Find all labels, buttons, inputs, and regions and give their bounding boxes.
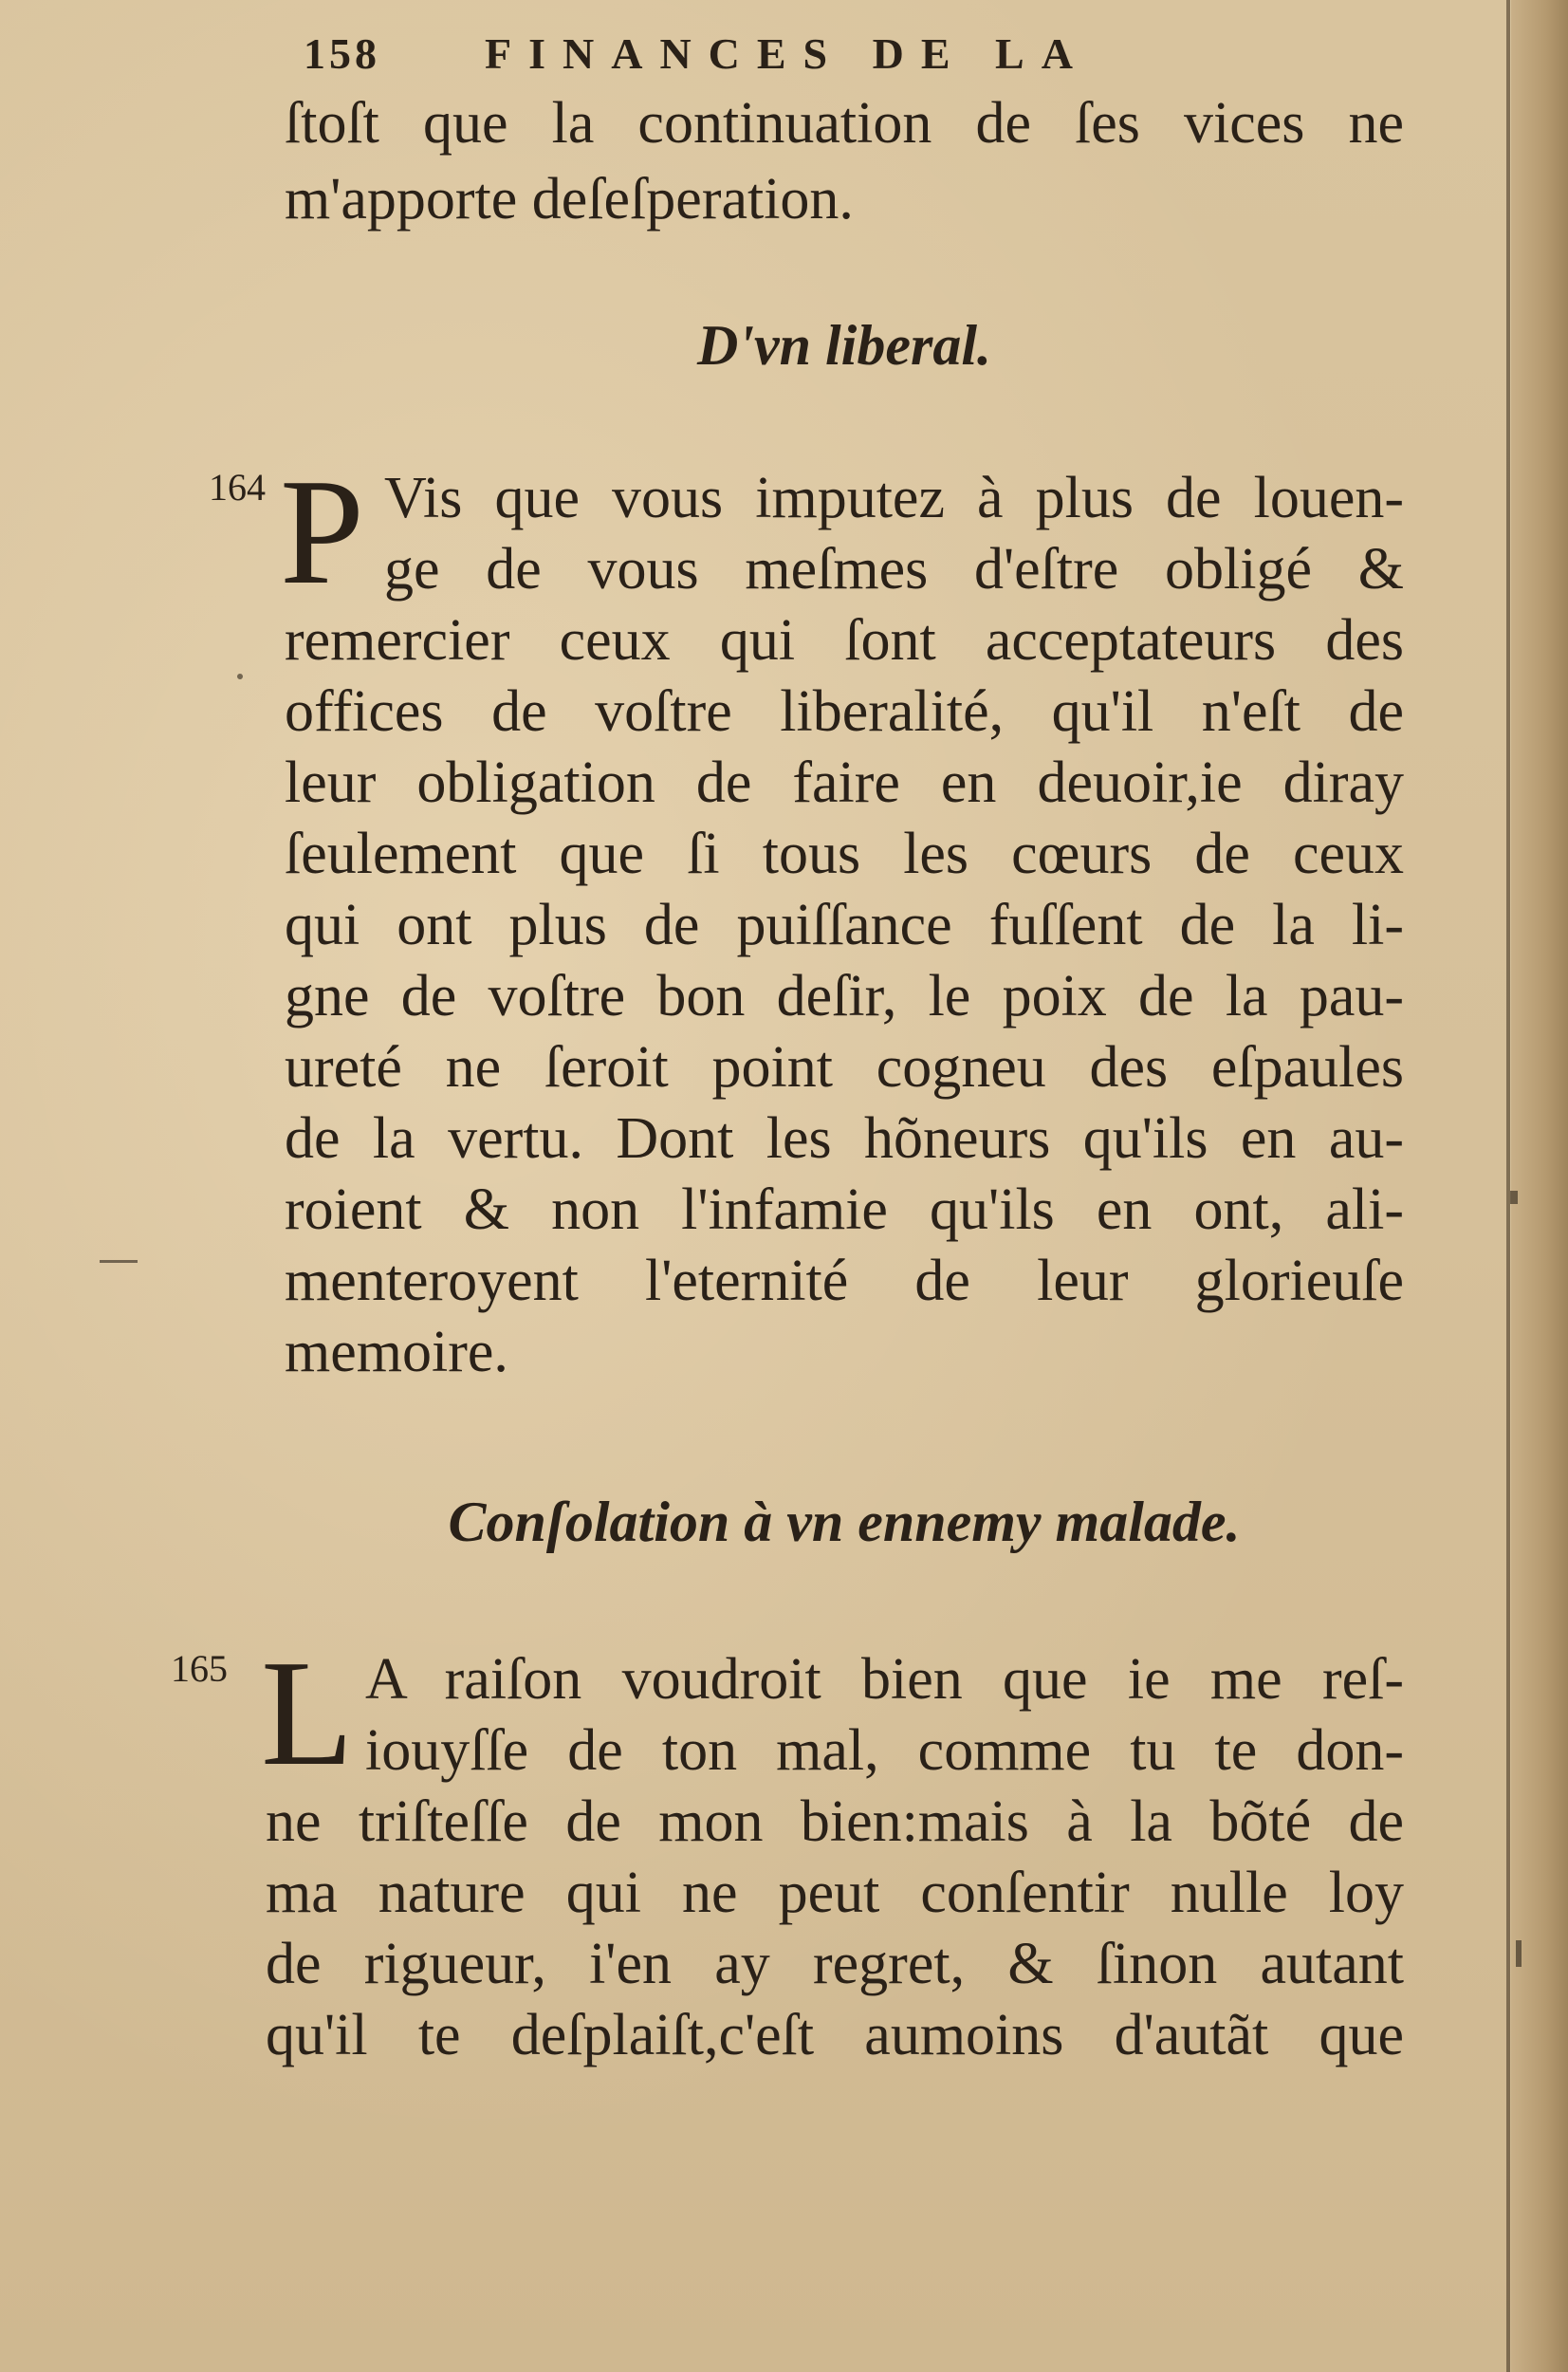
paragraph-number: 164	[209, 466, 266, 509]
running-title: FINANCES DE LA	[485, 29, 1090, 78]
margin-mark	[100, 1260, 138, 1263]
running-header	[304, 28, 1090, 79]
text-line: menteroyent l'eternité de leur glorieuſe	[285, 1249, 1404, 1313]
text-line: roient & non l'infamie qu'ils en ont, ali-	[285, 1177, 1404, 1242]
text-line: Vis que vous imputez à plus de louen-	[384, 466, 1404, 530]
book-spine	[1511, 0, 1568, 2372]
text-line: memoire.	[285, 1320, 508, 1384]
text-line: ſtoſt que la continuation de ſes vices ne	[285, 91, 1404, 156]
text-line: ureté ne ſeroit point cogneu des eſpaules	[285, 1035, 1404, 1100]
ink-dot	[237, 674, 243, 679]
text-line: ne triſteſſe de mon bien:mais à la bõté de	[266, 1789, 1404, 1854]
gutter-line	[1506, 0, 1510, 2372]
text-line: leur obligation de faire en deuoir,ie diray	[285, 751, 1404, 815]
drop-cap: L	[261, 1628, 354, 1797]
text-line: gne de voſtre bon deſir, le poix de la pau-	[285, 964, 1404, 1028]
page-number: 158	[304, 29, 380, 78]
text-line: de rigueur, i'en ay regret, & ſinon autant	[266, 1932, 1404, 1996]
text-line: ma nature qui ne peut conſentir nulle loy	[266, 1861, 1404, 1925]
drop-cap: P	[280, 447, 364, 616]
text-line: ſeulement que ſi tous les cœurs de ceux	[285, 822, 1404, 886]
spine-mark	[1516, 1940, 1522, 1967]
text-line: remercier ceux qui ſont acceptateurs des	[285, 608, 1404, 673]
paragraph-number: 165	[171, 1647, 228, 1690]
spine-mark	[1510, 1191, 1518, 1204]
text-line: ge de vous meſmes d'eſtre obligé &	[384, 537, 1404, 602]
text-line: m'apporte deſeſperation.	[285, 167, 854, 232]
text-line: iouyſſe de ton mal, comme tu te don-	[365, 1718, 1404, 1783]
text-line: A raiſon voudroit bien que ie me reſ-	[365, 1647, 1404, 1712]
text-line: offices de voſtre liberalité, qu'il n'eſt de	[285, 679, 1404, 744]
text-line: qui ont plus de puiſſance fuſſent de la li-	[285, 893, 1404, 957]
section-heading: Conſolation à vn ennemy malade.	[448, 1491, 1241, 1553]
section-heading: D'vn liberal.	[697, 314, 991, 377]
text-line: qu'il te deſplaiſt,c'eſt aumoins d'autãt que	[266, 2003, 1404, 2067]
text-line: de la vertu. Dont les hõneurs qu'ils en au-	[285, 1106, 1404, 1171]
